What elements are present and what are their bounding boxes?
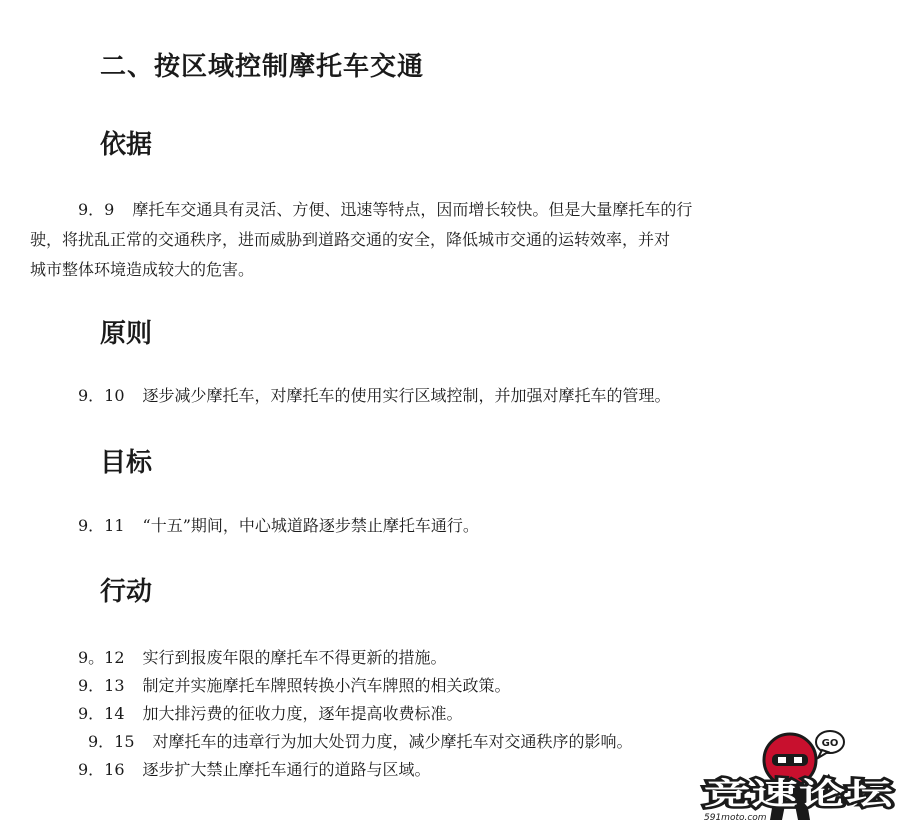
list-item	[78, 513, 479, 536]
list-item	[78, 757, 431, 780]
list-item	[78, 701, 463, 724]
list-item	[78, 673, 511, 696]
item-text: 制定并实施摩托车牌照转换小汽车牌照的相关政策。	[142, 676, 511, 695]
item-text: 对摩托车的违章行为加大处罚力度，减少摩托车对交通秩序的影响。	[152, 732, 633, 751]
item-number: 9．15	[88, 732, 135, 751]
item-number: 9．14	[78, 704, 125, 723]
section-heading-principle: 原则	[100, 319, 153, 349]
section-heading-action: 行动	[100, 577, 153, 607]
list-item	[78, 383, 671, 406]
paragraph-line: 驶，将扰乱正常的交通秩序，进而威胁到道路交通的安全，降低城市交通的运转效率，并对	[30, 230, 671, 249]
item-text: 实行到报废年限的摩托车不得更新的措施。	[142, 648, 447, 667]
item-number: 9。12	[78, 648, 125, 667]
brand-text: 竞速论坛	[704, 777, 894, 812]
section-heading-basis: 依据	[100, 130, 153, 160]
item-text: 逐步扩大禁止摩托车通行的道路与区域。	[142, 760, 431, 779]
basis-paragraph	[30, 195, 810, 285]
item-text: 逐步减少摩托车，对摩托车的使用实行区域控制，并加强对摩托车的管理。	[142, 386, 671, 405]
item-number: 9．16	[78, 760, 125, 779]
paragraph-number: 9．9	[78, 200, 115, 219]
paragraph-text: 摩托车交通具有灵活、方便、迅速等特点，因而增长较快。但是大量摩托车的行	[132, 200, 693, 219]
item-number: 9．13	[78, 676, 125, 695]
list-item	[78, 645, 447, 668]
mascot-icon	[698, 720, 896, 830]
item-number: 9．11	[78, 516, 125, 535]
watermark-logo	[698, 720, 896, 830]
item-text: 加大排污费的征收力度，逐年提高收费标准。	[142, 704, 463, 723]
site-text: 591moto.com	[704, 813, 767, 823]
paragraph-line	[30, 195, 810, 225]
section-heading-goal: 目标	[100, 448, 153, 478]
document-title: 二、按区域控制摩托车交通	[100, 52, 425, 82]
paragraph-line: 城市整体环境造成较大的危害。	[30, 260, 255, 279]
list-item	[88, 729, 633, 752]
item-text: “十五”期间，中心城道路逐步禁止摩托车通行。	[142, 516, 479, 535]
bubble-text: GO	[821, 738, 839, 749]
item-number: 9．10	[78, 386, 125, 405]
